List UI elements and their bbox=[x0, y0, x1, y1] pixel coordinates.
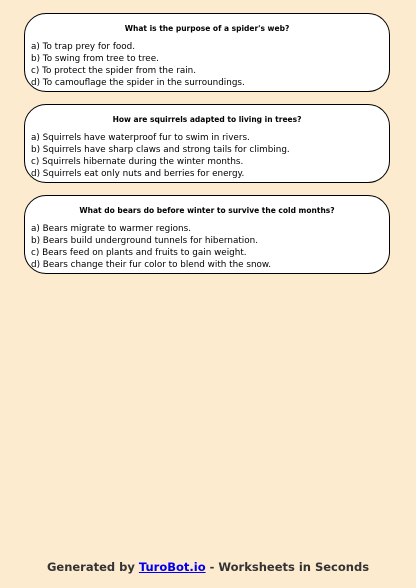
question-text: What do bears do before winter to survive the cold months? bbox=[79, 206, 335, 215]
answer-option-b: b) Squirrels have sharp claws and strong tails for climbing. bbox=[31, 145, 290, 155]
answer-options bbox=[31, 223, 385, 271]
answer-option-c: c) To protect the spider from the rain. bbox=[31, 66, 197, 76]
question-text: How are squirrels adapted to living in trees? bbox=[112, 115, 302, 124]
question-card-3 bbox=[24, 195, 390, 274]
answer-option-a: a) To trap prey for food. bbox=[31, 42, 136, 52]
answer-option-a: a) Bears migrate to warmer regions. bbox=[31, 224, 191, 234]
answer-option-b: b) To swing from tree to tree. bbox=[31, 54, 159, 64]
answer-options bbox=[31, 41, 385, 89]
footer-suffix: - Worksheets in Seconds bbox=[205, 560, 370, 574]
turobot-link[interactable]: TuroBot.io bbox=[138, 560, 206, 574]
answer-option-d: d) Squirrels eat only nuts and berries for energy. bbox=[31, 169, 245, 179]
answer-options bbox=[31, 132, 385, 180]
answer-option-c: c) Bears feed on plants and fruits to gain weight. bbox=[31, 248, 247, 258]
answer-option-d: d) To camouflage the spider in the surroundings. bbox=[31, 78, 245, 88]
question-card-2 bbox=[24, 104, 390, 183]
question-text: What is the purpose of a spider's web? bbox=[124, 24, 290, 33]
footer-credit bbox=[0, 560, 416, 574]
question-card-1 bbox=[24, 13, 390, 92]
answer-option-d: d) Bears change their fur color to blend with the snow. bbox=[31, 260, 272, 270]
answer-option-a: a) Squirrels have waterproof fur to swim in rivers. bbox=[31, 133, 250, 143]
answer-option-c: c) Squirrels hibernate during the winter months. bbox=[31, 157, 244, 167]
footer-prefix: Generated by bbox=[46, 560, 139, 574]
answer-option-b: b) Bears build underground tunnels for hibernation. bbox=[31, 236, 258, 246]
